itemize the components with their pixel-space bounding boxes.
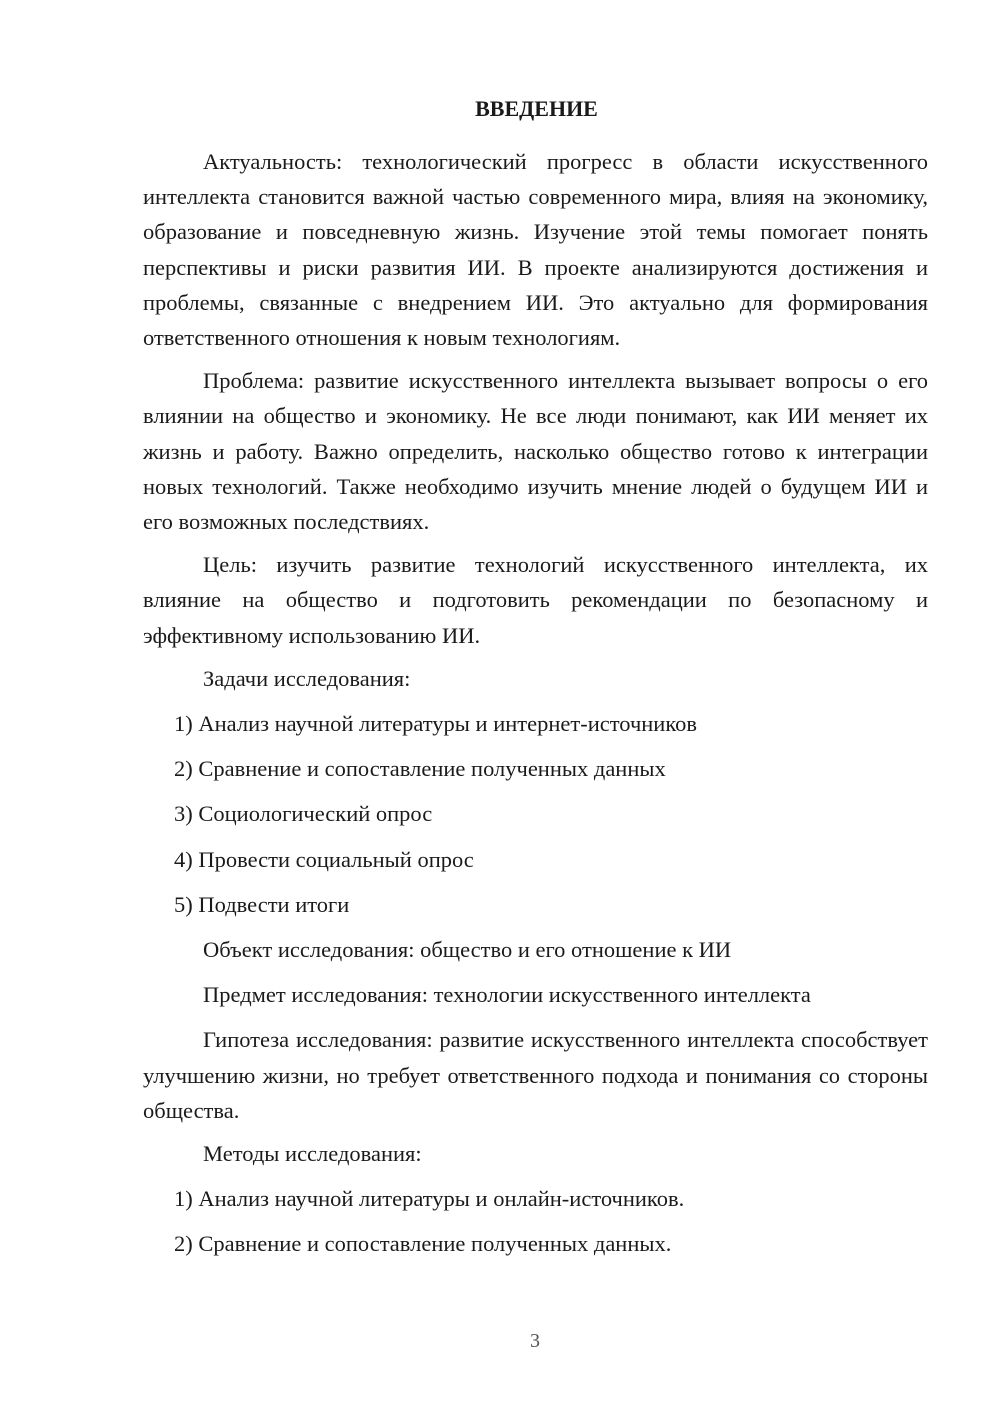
method-item-1: 1) Анализ научной литературы и онлайн-источников. xyxy=(174,1186,685,1212)
page-number: 3 xyxy=(530,1330,540,1352)
section-title: ВВЕДЕНИЕ xyxy=(475,96,598,121)
hypothesis-paragraph: Гипотеза исследования: развитие искусственного интеллекта способствует улучшению жизни, но требует ответственного подхода и понимания со стороны общества. xyxy=(143,1027,928,1123)
problem-paragraph: Проблема: развитие искусственного интеллекта вызывает вопросы о его влиянии на общество и экономику. Не все люди понимают, как ИИ меняет их жизнь и работу. Важно определить, насколько общество готово к интеграции новых технологий. Также необходимо изучить мнение людей о будущем ИИ и его возможных последствиях. xyxy=(143,368,928,535)
goal-paragraph: Цель: изучить развитие технологий искусственного интеллекта, их влияние на общество и подготовить рекомендации по безопасному и эффективному использованию ИИ. xyxy=(143,552,928,648)
task-item-2: 2) Сравнение и сопоставление полученных данных xyxy=(174,756,666,782)
document-page xyxy=(143,94,928,1272)
method-item-2: 2) Сравнение и сопоставление полученных данных. xyxy=(174,1231,672,1257)
relevance-paragraph: Актуальность: технологический прогресс в области искусственного интеллекта становится важной частью современного мира, влияя на экономику, образование и повседневную жизнь. Изучение этой темы помогает понять перспективы и риски развития ИИ. В проекте анализируются достижения и проблемы, связанные с внедрением ИИ. Это актуально для формирования ответственного отношения к новым технологиям. xyxy=(143,149,928,351)
subject-line: Предмет исследования: технологии искусственного интеллекта xyxy=(203,982,811,1008)
task-item-3: 3) Социологический опрос xyxy=(174,801,433,827)
task-item-1: 1) Анализ научной литературы и интернет-источников xyxy=(174,711,698,737)
task-item-4: 4) Провести социальный опрос xyxy=(174,846,474,872)
tasks-heading: Задачи исследования: xyxy=(203,665,411,691)
methods-heading: Методы исследования: xyxy=(203,1141,422,1167)
object-line: Объект исследования: общество и его отношение к ИИ xyxy=(203,937,732,963)
task-item-5: 5) Подвести итоги xyxy=(174,891,350,917)
